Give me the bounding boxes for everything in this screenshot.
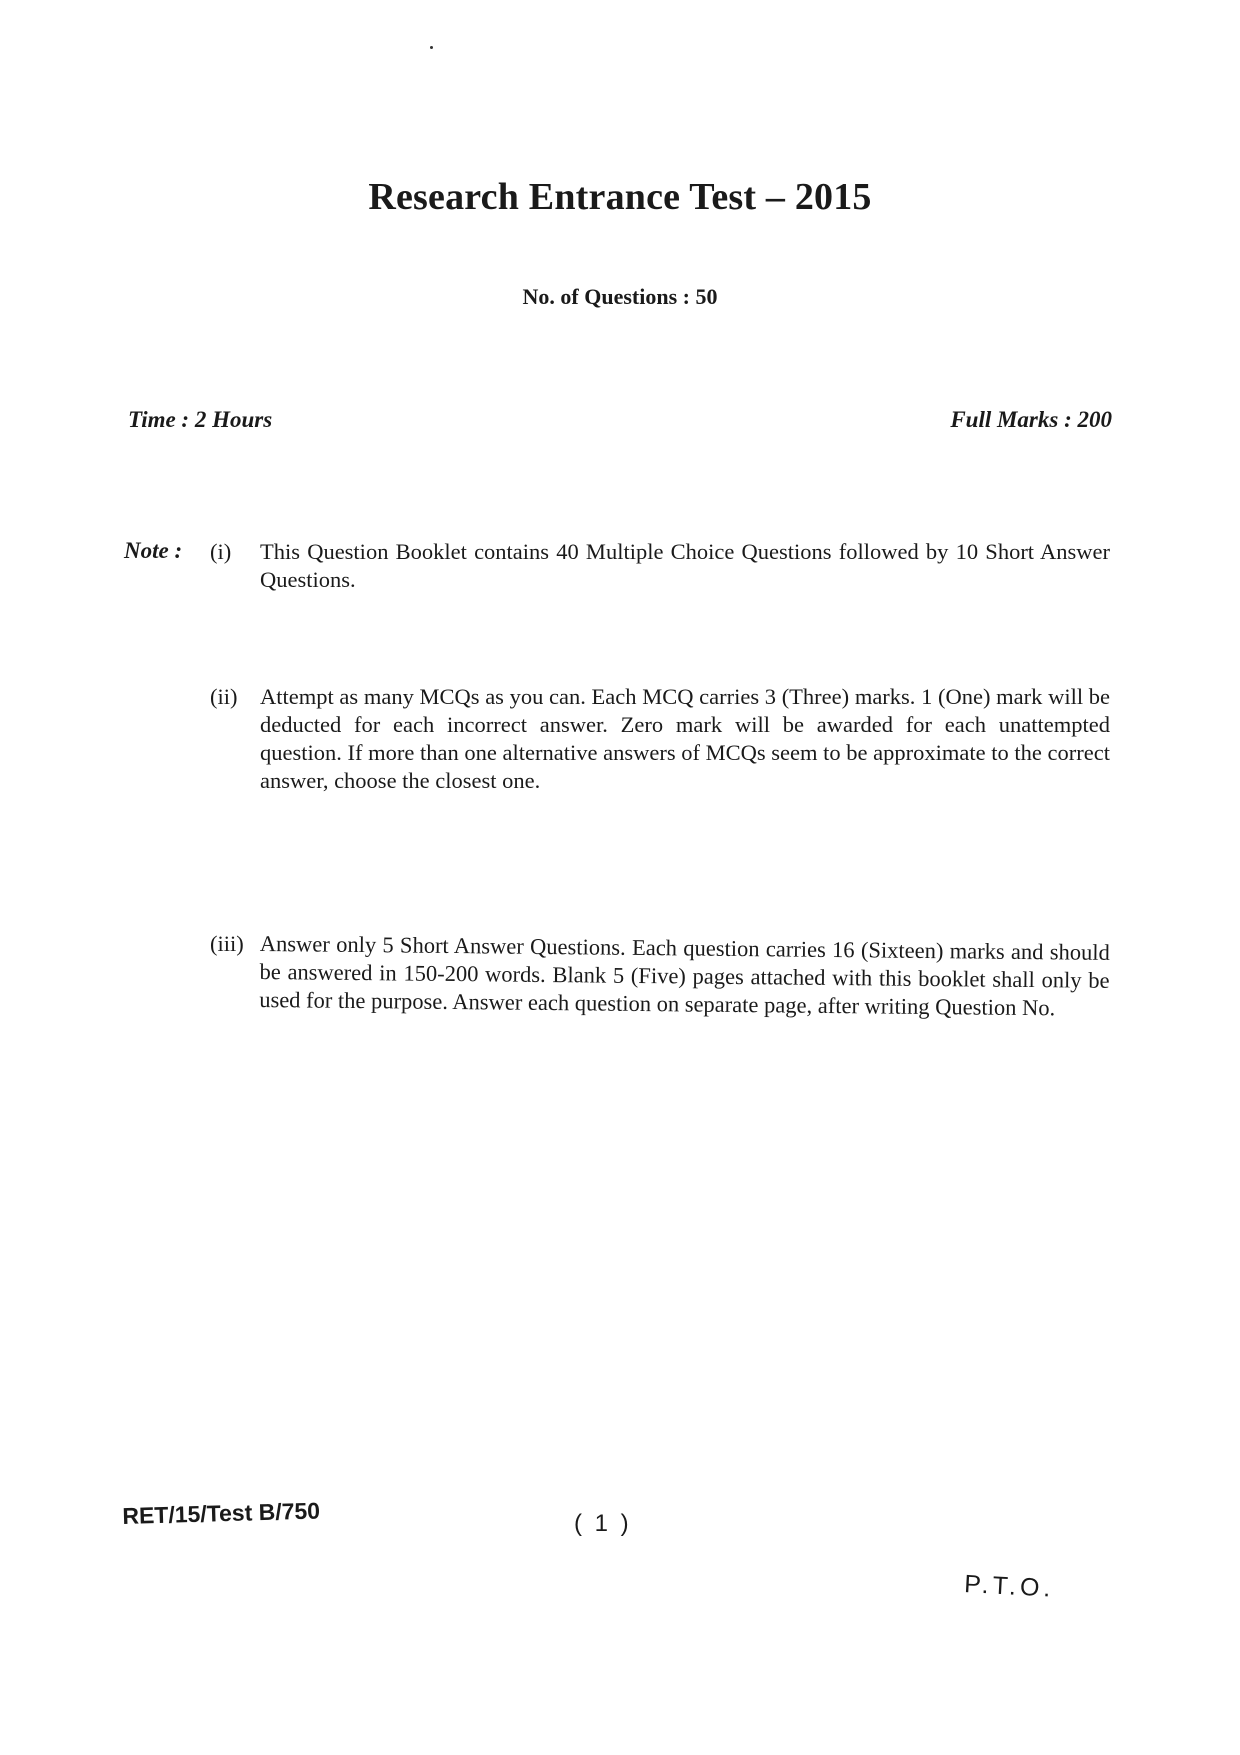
note-numeral: (i) xyxy=(210,539,232,564)
number-of-questions: No. of Questions : 50 xyxy=(522,284,718,309)
time-allowed: Time : 2 Hours xyxy=(128,407,273,432)
note-numeral: (ii) xyxy=(210,684,238,709)
booklet-code: RET/15/Test B/750 xyxy=(122,1497,321,1529)
note-text: This Question Booklet contains 40 Multiple Choice Questions followed by 10 Short Answer Questions. xyxy=(260,539,1110,592)
scan-speck xyxy=(430,46,433,49)
note-item xyxy=(210,538,1110,594)
note-item xyxy=(210,930,1110,1021)
page-number: ( 1 ) xyxy=(574,1510,632,1537)
note-numeral: (iii) xyxy=(210,931,244,956)
please-turn-over: P.T.O. xyxy=(963,1570,1056,1603)
full-marks: Full Marks : 200 xyxy=(950,407,1112,432)
note-label: Note : xyxy=(124,538,183,563)
note-item xyxy=(210,683,1110,795)
note-text: Attempt as many MCQs as you can. Each MCQ carries 3 (Three) marks. 1 (One) mark will be deducted for each incorrect answer. Zero mark will be awarded for each unattempted question. If more than one alternative answers of MCQs seem to be approximate to the correct answer, choose the closest one. xyxy=(260,684,1110,793)
note-text: Answer only 5 Short Answer Questions. Each question carries 16 (Sixteen) marks and should be answered in 150-200 words. Blank 5 (Five) pages attached with this booklet shall only be used for the purpose. Answer each question on separate page, after writing Question No. xyxy=(259,930,1110,1021)
page-title: Research Entrance Test – 2015 xyxy=(368,176,872,218)
